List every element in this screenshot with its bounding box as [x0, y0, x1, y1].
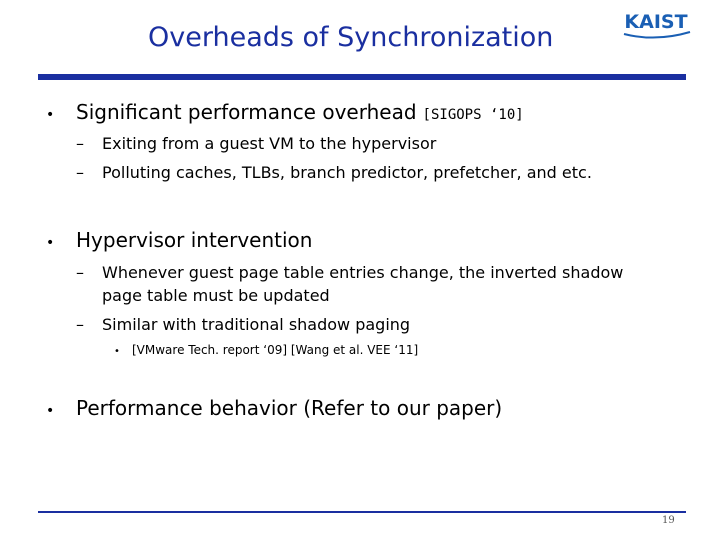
sub-bullet-text: Whenever guest page table entries change, the inverted shadow	[102, 263, 624, 282]
bullet-marker: •	[46, 107, 55, 123]
footer-divider	[38, 511, 686, 513]
sub-sub-bullet-text: [VMware Tech. report ‘09] [Wang et al. VEE ‘11]	[132, 343, 419, 357]
sub-bullet-text: page table must be updated	[102, 286, 330, 305]
sub-sub-bullet-refs	[114, 343, 418, 357]
bullet-marker: •	[46, 403, 55, 419]
bullet-performance	[46, 396, 502, 420]
bullet-text: Significant performance overhead	[76, 100, 417, 124]
sub-bullet-whenever-cont	[102, 286, 330, 305]
page-number: 19	[662, 515, 675, 526]
bullet-hypervisor	[46, 228, 312, 252]
sub-bullet-polluting	[76, 163, 592, 182]
bullet-marker: •	[114, 346, 120, 357]
bullet-marker: •	[46, 235, 55, 251]
dash-marker: –	[76, 134, 84, 153]
sub-bullet-exiting	[76, 134, 436, 153]
bullet-text: Hypervisor intervention	[76, 228, 313, 252]
dash-marker: –	[76, 163, 84, 182]
svg-text:KAIST: KAIST	[624, 11, 688, 33]
citation: [SIGOPS ‘10]	[422, 107, 524, 123]
dash-marker: –	[76, 315, 84, 334]
slide-title: Overheads of Synchronization	[148, 22, 554, 53]
bullet-overhead	[46, 100, 524, 124]
sub-bullet-similar	[76, 315, 410, 334]
sub-bullet-text: Similar with traditional shadow paging	[102, 315, 411, 334]
kaist-logo	[620, 8, 692, 40]
title-divider	[38, 74, 686, 80]
sub-bullet-text: Exiting from a guest VM to the hypervisor	[102, 134, 437, 153]
dash-marker: –	[76, 263, 84, 282]
bullet-text: Performance behavior (Refer to our paper)	[76, 396, 503, 420]
sub-bullet-text: Polluting caches, TLBs, branch predictor, prefetcher, and etc.	[102, 163, 592, 182]
sub-bullet-whenever	[76, 263, 623, 282]
